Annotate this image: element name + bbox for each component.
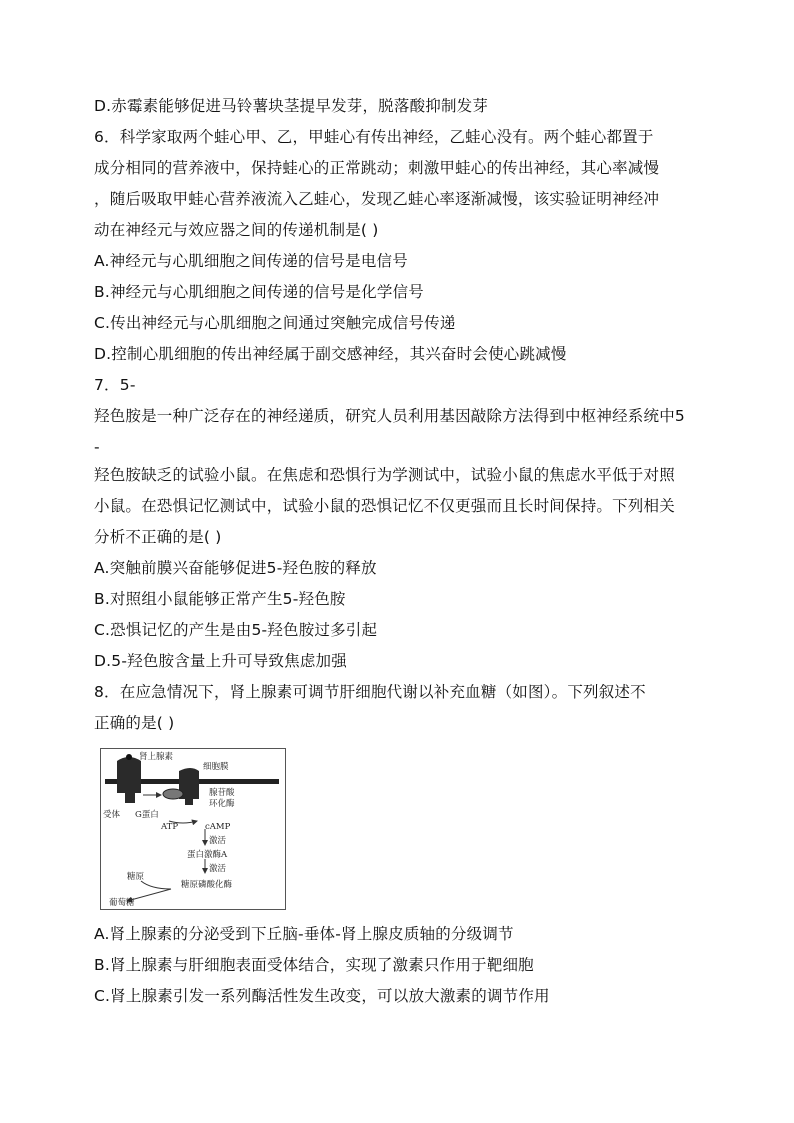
option-line: A.肾上腺素的分泌受到下丘脑-垂体-肾上腺皮质轴的分级调节: [94, 925, 514, 943]
text-line: 羟色胺是一种广泛存在的神经递质，研究人员利用基因敲除方法得到中枢神经系统中5: [94, 407, 685, 425]
label-cyclase-1: 腺苷酸: [209, 788, 235, 798]
option-line: C.传出神经元与心肌细胞之间通过突触完成信号传递: [94, 314, 456, 332]
text-line: 小鼠。在恐惧记忆测试中，试验小鼠的恐惧记忆不仅更强而且长时间保持。下列相关: [94, 497, 675, 515]
text-line: 6．科学家取两个蛙心甲、乙，甲蛙心有传出神经，乙蛙心没有。两个蛙心都置于: [94, 128, 654, 146]
label-activate-1: 激活: [209, 836, 227, 846]
option-line: C.恐惧记忆的产生是由5-羟色胺过多引起: [94, 621, 378, 639]
label-glucose: 葡萄糖: [109, 898, 135, 908]
label-glycogen: 糖原: [127, 872, 145, 882]
option-line: A.神经元与心肌细胞之间传递的信号是电信号: [94, 252, 408, 270]
label-receptor: 受体: [103, 810, 121, 820]
adenylate-cyclase-shape: [179, 768, 199, 805]
label-atp: ATP: [161, 822, 179, 832]
text-line: 羟色胺缺乏的试验小鼠。在焦虑和恐惧行为学测试中，试验小鼠的焦虑水平低于对照: [94, 466, 675, 484]
text-line: -: [94, 438, 100, 456]
text-line: 8．在应急情况下，肾上腺素可调节肝细胞代谢以补充血糖（如图）。下列叙述不: [94, 683, 646, 701]
label-camp: cAMP: [205, 822, 231, 832]
text-line: 正确的是( ): [94, 714, 175, 732]
label-g-protein: G蛋白: [135, 810, 159, 820]
option-line: D.控制心肌细胞的传出神经属于副交感神经，其兴奋时会使心跳减慢: [94, 345, 567, 363]
text-line: 分析不正确的是( ): [94, 528, 222, 546]
option-line: A.突触前膜兴奋能够促进5-羟色胺的释放: [94, 559, 377, 577]
option-line: C.肾上腺素引发一系列酶活性发生改变，可以放大激素的调节作用: [94, 987, 550, 1005]
label-pka: 蛋白激酶A: [187, 850, 228, 860]
label-cyclase-2: 环化酶: [209, 799, 235, 809]
text-line: D.赤霉素能够促进马铃薯块茎提早发芽，脱落酸抑制发芽: [94, 97, 489, 115]
text-line: 动在神经元与效应器之间的传递机制是( ): [94, 221, 379, 239]
g-protein-shape: [163, 789, 183, 799]
option-line: B.神经元与心肌细胞之间传递的信号是化学信号: [94, 283, 424, 301]
hormone-molecule: [126, 754, 132, 760]
option-line: D.5-羟色胺含量上升可导致焦虑加强: [94, 652, 347, 670]
adrenaline-pathway-diagram: [100, 748, 286, 910]
label-membrane: 细胞膜: [203, 762, 229, 772]
receptor-shape: [117, 757, 141, 803]
label-activate-2: 激活: [209, 864, 227, 874]
text-line: 成分相同的营养液中，保持蛙心的正常跳动；刺激甲蛙心的传出神经，其心率减慢: [94, 159, 660, 177]
text-line: 7．5-: [94, 376, 136, 394]
option-line: B.对照组小鼠能够正常产生5-羟色胺: [94, 590, 346, 608]
label-hormone: 肾上腺素: [139, 752, 174, 762]
option-line: B.肾上腺素与肝细胞表面受体结合，实现了激素只作用于靶细胞: [94, 956, 534, 974]
text-line: ，随后吸取甲蛙心营养液流入乙蛙心，发现乙蛙心率逐渐减慢，该实验证明神经冲: [94, 190, 660, 208]
label-phosphorylase: 糖原磷酸化酶: [181, 880, 233, 890]
